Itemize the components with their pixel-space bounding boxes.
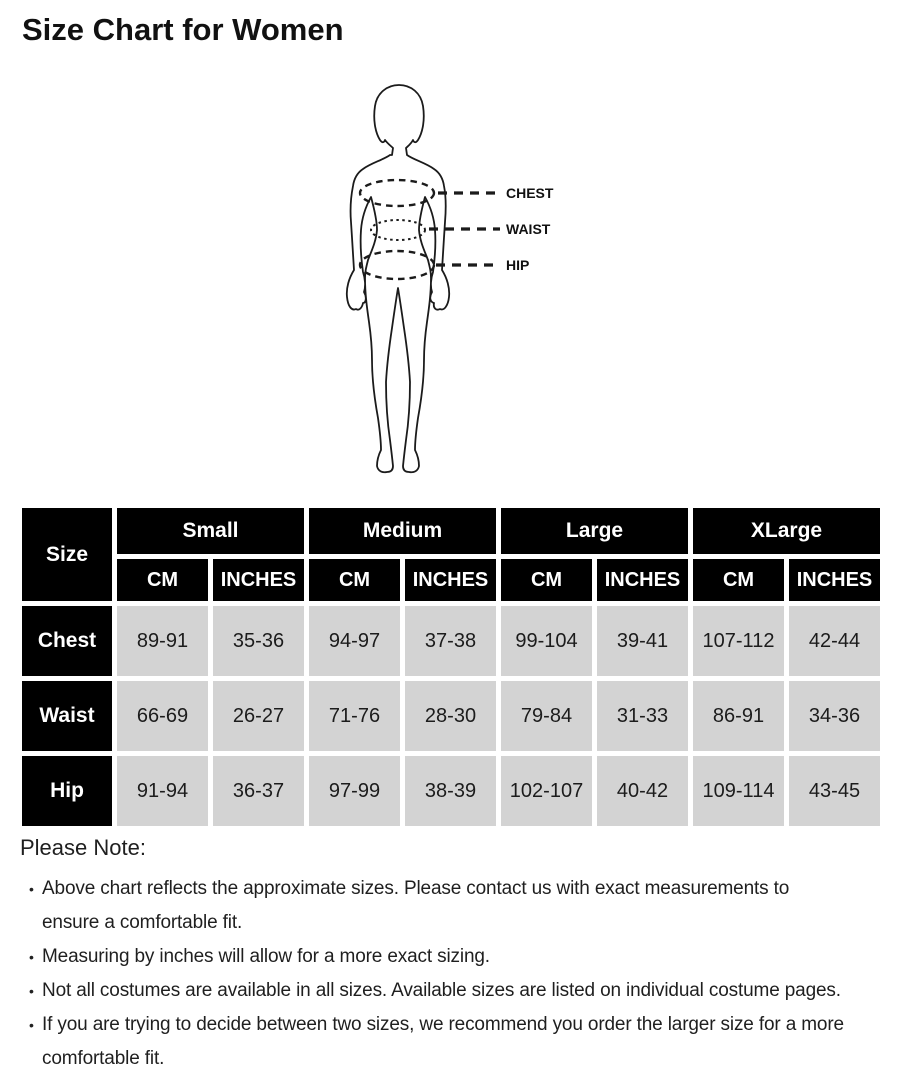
data-cell: 40-42 <box>597 756 688 826</box>
unit-header-inches: INCHES <box>405 559 496 601</box>
notes-section <box>20 834 900 1076</box>
data-cell: 89-91 <box>117 606 208 676</box>
data-cell: 107-112 <box>693 606 784 676</box>
unit-header-cm: CM <box>309 559 400 601</box>
data-cell: 99-104 <box>501 606 592 676</box>
data-cell: 71-76 <box>309 681 400 751</box>
data-cell: 38-39 <box>405 756 496 826</box>
unit-header-cm: CM <box>117 559 208 601</box>
body-measurement-diagram <box>330 80 590 480</box>
size-group-header-medium: Medium <box>309 508 496 554</box>
size-group-header-large: Large <box>501 508 688 554</box>
chest-label: CHEST <box>506 185 554 201</box>
note-item <box>20 974 900 1008</box>
hip-measure-ellipse <box>360 251 434 279</box>
unit-header-inches: INCHES <box>597 559 688 601</box>
waist-label: WAIST <box>506 221 551 237</box>
data-cell: 102-107 <box>501 756 592 826</box>
page-title: Size Chart for Women <box>22 12 344 47</box>
bullet-icon: • <box>29 881 34 897</box>
note-item <box>20 872 900 940</box>
row-label-chest: Chest <box>22 606 112 676</box>
bullet-icon: • <box>29 949 34 965</box>
row-label-waist: Waist <box>22 681 112 751</box>
note-text: Measuring by inches will allow for a more exact sizing. <box>42 946 490 967</box>
note-text: Not all costumes are available in all sizes. Available sizes are listed on individual costume pages. <box>42 980 841 1001</box>
data-cell: 43-45 <box>789 756 880 826</box>
data-cell: 35-36 <box>213 606 304 676</box>
hip-label: HIP <box>506 257 530 273</box>
size-group-header-row <box>22 508 880 554</box>
data-cell: 66-69 <box>117 681 208 751</box>
bullet-icon: • <box>29 983 34 999</box>
table-row-waist <box>22 681 880 751</box>
waist-measure-ellipse <box>371 220 425 240</box>
data-cell: 34-36 <box>789 681 880 751</box>
data-cell: 86-91 <box>693 681 784 751</box>
data-cell: 97-99 <box>309 756 400 826</box>
note-text: If you are trying to decide between two sizes, we recommend you order the larger size for a more <box>42 1014 844 1035</box>
unit-header-cm: CM <box>693 559 784 601</box>
data-cell: 28-30 <box>405 681 496 751</box>
data-cell: 37-38 <box>405 606 496 676</box>
note-text: comfortable fit. <box>42 1048 165 1069</box>
data-cell: 91-94 <box>117 756 208 826</box>
row-label-hip: Hip <box>22 756 112 826</box>
note-text: ensure a comfortable fit. <box>42 912 243 933</box>
data-cell: 36-37 <box>213 756 304 826</box>
table-row-hip <box>22 756 880 826</box>
note-item <box>20 1008 900 1076</box>
data-cell: 42-44 <box>789 606 880 676</box>
unit-header-inches: INCHES <box>213 559 304 601</box>
data-cell: 26-27 <box>213 681 304 751</box>
data-cell: 31-33 <box>597 681 688 751</box>
data-cell: 109-114 <box>693 756 784 826</box>
data-cell: 39-41 <box>597 606 688 676</box>
unit-header-row <box>22 559 880 601</box>
bullet-icon: • <box>29 1017 34 1033</box>
note-text: Above chart reflects the approximate sizes. Please contact us with exact measurements to <box>42 878 790 899</box>
size-group-header-xlarge: XLarge <box>693 508 880 554</box>
size-group-header-small: Small <box>117 508 304 554</box>
size-corner-header: Size <box>22 508 112 601</box>
data-cell: 79-84 <box>501 681 592 751</box>
notes-heading: Please Note: <box>20 835 146 860</box>
table-row-chest <box>22 606 880 676</box>
unit-header-inches: INCHES <box>789 559 880 601</box>
size-chart-table <box>17 503 885 831</box>
chest-measure-ellipse <box>360 180 434 206</box>
note-item <box>20 940 900 974</box>
data-cell: 94-97 <box>309 606 400 676</box>
unit-header-cm: CM <box>501 559 592 601</box>
